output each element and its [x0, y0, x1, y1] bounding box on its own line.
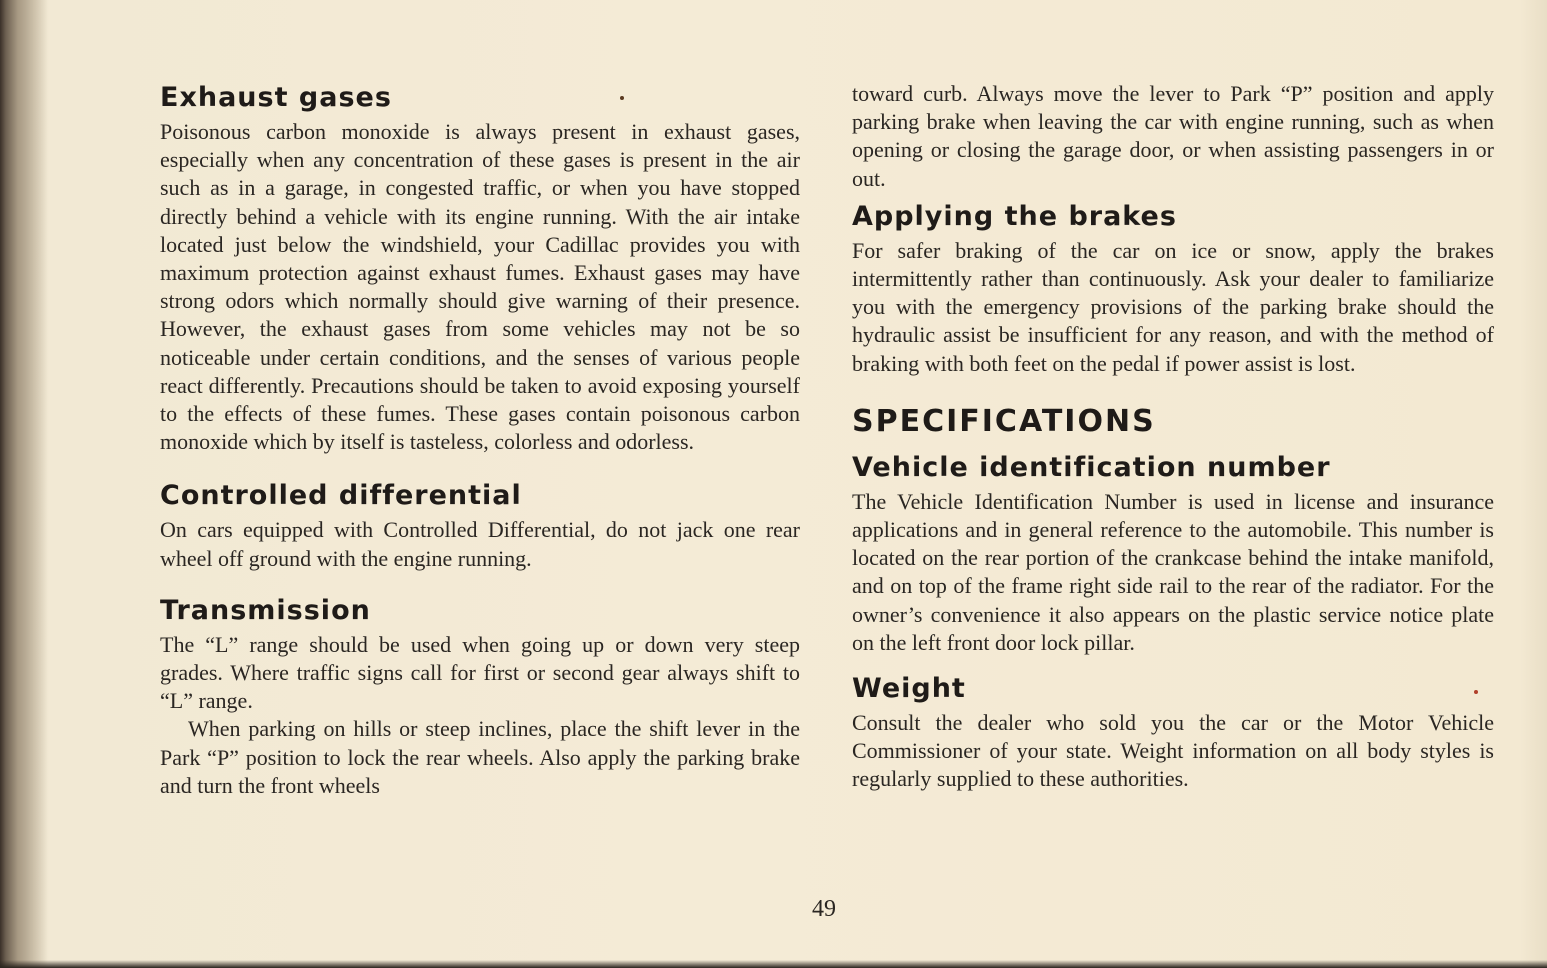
applying-brakes-text: For safer braking of the car on ice or snow, apply the brakes intermittently rather than continuously. Ask your dealer to familiarize you with the emergency provisions of the parking brake should the hydraulic assist be insufficient for any reason, and with the method of braking with both feet on the pedal if power assist is lost.	[852, 237, 1494, 376]
vin-heading: Vehicle identification number	[852, 451, 1331, 483]
applying-brakes-heading: Applying the brakes	[852, 200, 1177, 232]
right-column	[852, 80, 1494, 794]
transmission-text-2: When parking on hills or steep inclines, place the shift lever in the Park “P” position to lock the rear wheels. Also apply the parking brake and turn the front wheels	[160, 716, 800, 798]
weight-text: Consult the dealer who sold you the car or the Motor Vehicle Commissioner of your state. Weight information on all body styles is regularly supplied to these authorities.	[852, 710, 1494, 792]
exhaust-gases-text: Poisonous carbon monoxide is always present in exhaust gases, especially when any concentration of these gases is present in the air such as in a garage, in congested traffic, or when you have stopped directly behind a vehicle with its engine running. With the air intake located just below the windshield, your Cadillac provides you with maximum protection against exhaust fumes. Exhaust gases may have strong odors which normally should give warning of their presence. However, the exhaust gases from some vehicles may not be so noticeable under certain conditions, and the senses of various people react differently. Precautions should be taken to avoid exposing yourself to the effects of these fumes. These gases contain poisonous carbon monoxide which by itself is tasteless, colorless and odorless.	[160, 119, 800, 455]
controlled-differential-text: On cars equipped with Controlled Differential, do not jack one rear wheel off ground with the engine running.	[160, 517, 800, 571]
transmission-heading: Transmission	[160, 594, 371, 626]
specifications-heading: SPECIFICATIONS	[852, 403, 1156, 439]
exhaust-gases-heading: Exhaust gases	[160, 82, 392, 113]
transmission-text-1: The “L” range should be used when going up or down very steep grades. Where traffic signs call for first or second gear always shift to “L” range.	[160, 631, 800, 714]
page-number: 49	[812, 896, 836, 922]
paper-speck	[1474, 690, 1478, 694]
left-column	[160, 80, 800, 800]
transmission-continued-text: toward curb. Always move the lever to Park “P” position and apply parking brake when leaving the car with engine running, such as when opening or closing the garage door, or when assisting passengers in or out.	[852, 81, 1494, 191]
vin-text: The Vehicle Identification Number is used in license and insurance applications and in general reference to the automobile. This number is located on the rear portion of the crankcase behind the intake manifold, and on top of the frame right side rail to the rear of the radiator. For the owner’s convenience it also appears on the plastic service notice plate on the left front door lock pillar.	[852, 488, 1494, 655]
controlled-differential-heading: Controlled differential	[160, 480, 522, 512]
paper-speck	[620, 96, 624, 100]
book-binding	[0, 0, 48, 968]
weight-heading: Weight	[852, 673, 966, 705]
page-bottom-edge	[0, 960, 1547, 968]
